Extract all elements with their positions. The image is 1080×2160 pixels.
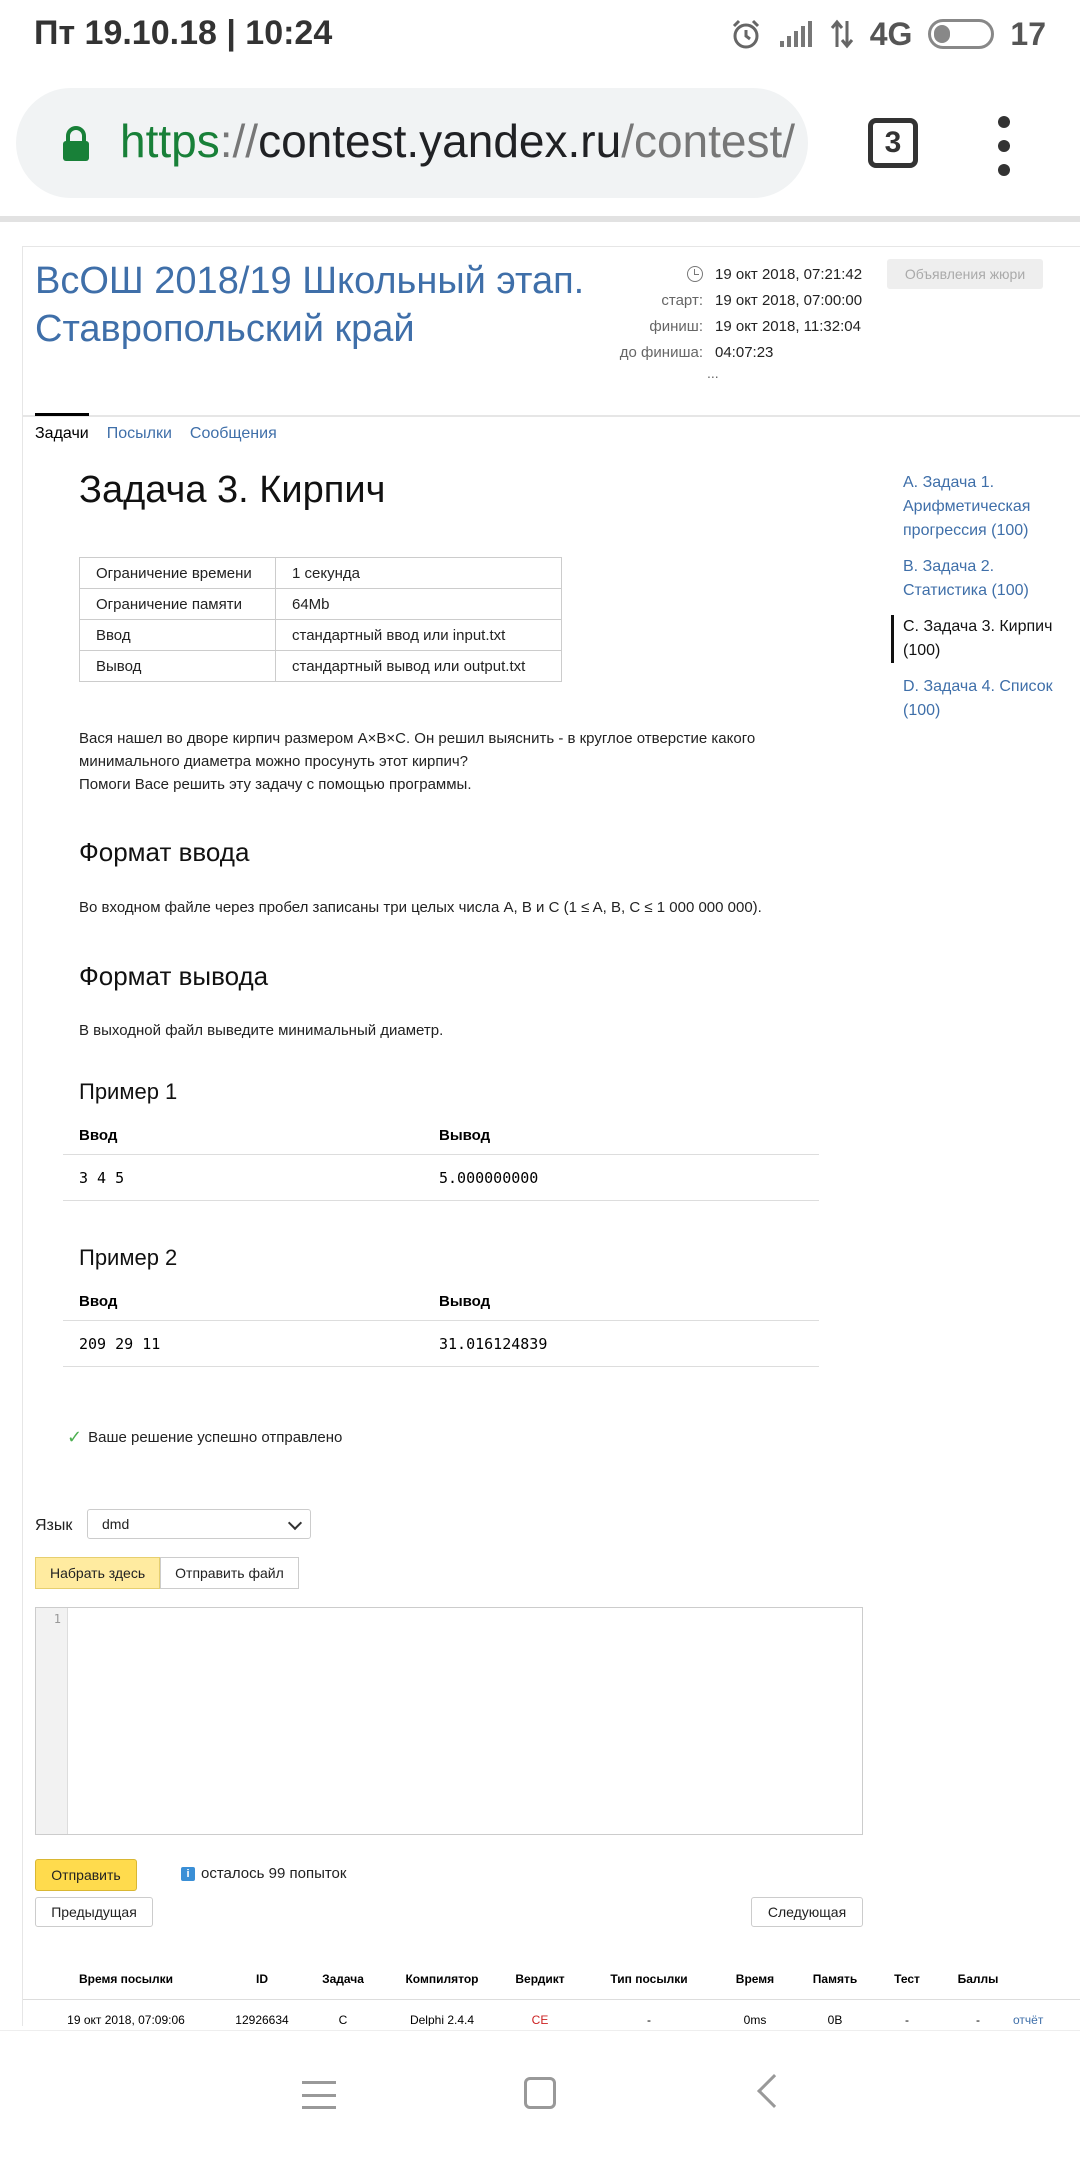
column-header: ID [256, 1972, 268, 1986]
contest-title[interactable]: ВсОШ 2018/19 Школьный этап. Ставропольский край [35, 260, 585, 350]
data-transfer-icon [830, 19, 854, 49]
sample-output-header: Вывод [439, 1293, 491, 1310]
tab-upload-file[interactable]: Отправить файл [160, 1557, 299, 1589]
column-header: Вердикт [515, 1972, 565, 1986]
column-header: Тест [894, 1972, 920, 1986]
table-row [80, 651, 562, 682]
submission-runtime: 0ms [743, 2012, 767, 2026]
table-row [80, 620, 562, 651]
report-link[interactable]: отчёт [1013, 2012, 1044, 2026]
column-header: Тип посылки [610, 1972, 688, 1986]
jury-announcements-button[interactable]: Объявления жюри [887, 259, 1043, 289]
status-datetime: Пт 19.10.18 | 10:24 [34, 14, 333, 52]
current-time: 19 окт 2018, 07:21:42 [715, 265, 863, 283]
limit-label: Вывод [80, 651, 276, 682]
alarm-icon [730, 18, 762, 50]
limit-value: 1 секунда [276, 558, 562, 589]
table-row [80, 558, 562, 589]
table-row [63, 1155, 819, 1201]
recent-apps-icon[interactable] [302, 2081, 336, 2109]
sample-output: 31.016124839 [439, 1334, 548, 1353]
sample-2-table [63, 1283, 819, 1367]
sidebar-item-problem-a[interactable]: A. Задача 1. Арифметическая прогрессия (100) [903, 474, 1031, 539]
contest-nav [35, 413, 277, 443]
timers-more[interactable]: ... [707, 365, 719, 381]
status-bar [0, 0, 1080, 72]
sample-output-header: Вывод [439, 1127, 491, 1144]
column-header: Память [812, 1972, 858, 1986]
home-icon[interactable] [524, 2077, 556, 2109]
sample-input-header: Ввод [79, 1127, 118, 1144]
sidebar-item-problem-d[interactable]: D. Задача 4. Список (100) [903, 678, 1053, 719]
submission-type: - [647, 2012, 651, 2026]
column-header: Баллы [957, 1972, 999, 1986]
problem-statement [79, 727, 839, 796]
submit-mode-tabs [35, 1557, 299, 1589]
sample-1-table [63, 1117, 819, 1201]
battery-icon [928, 19, 994, 49]
limit-label: Ввод [80, 620, 276, 651]
url-text: https://contest.yandex.ru/contest/ [120, 115, 796, 167]
language-label: Язык [35, 1517, 73, 1534]
lock-icon [60, 126, 92, 162]
limits-table [79, 557, 562, 682]
browser-toolbar [0, 72, 1080, 222]
battery-level: 17 [1010, 15, 1046, 52]
table-row [23, 1999, 1080, 2026]
table-header [23, 1959, 1080, 1999]
finish-time: 19 окт 2018, 11:32:04 [715, 317, 861, 335]
submit-button[interactable]: Отправить [35, 1859, 137, 1891]
remaining-time: 04:07:23 [715, 343, 774, 361]
signal-icon [778, 19, 814, 49]
tab-messages[interactable]: Сообщения [189, 425, 277, 442]
limit-value: стандартный ввод или input.txt [276, 620, 562, 651]
check-icon: ✓ [67, 1427, 83, 1447]
start-label: старт: [661, 291, 703, 309]
submission-compiler: Delphi 2.4.4 [409, 2012, 475, 2026]
tab-submissions[interactable]: Посылки [106, 425, 172, 442]
contest-timers [583, 261, 903, 381]
start-time: 19 окт 2018, 07:00:00 [715, 291, 863, 309]
remaining-label: до финиша: [619, 343, 703, 361]
limit-label: Ограничение времени [80, 558, 276, 589]
line-numbers: 1 [36, 1608, 68, 1834]
input-format-heading: Формат ввода [79, 837, 250, 867]
submission-test: - [905, 2012, 909, 2026]
submission-task: C [338, 2012, 348, 2026]
sample-input: 209 29 11 [79, 1334, 161, 1353]
page-content [22, 246, 1080, 2026]
submission-score: - [976, 2012, 980, 2026]
problem-title: Задача 3. Кирпич [79, 469, 386, 511]
problem-list-sidebar [891, 471, 1067, 735]
input-format-text: Во входном файле через пробел записаны три целых числа A, B и C (1 ≤ A, B, C ≤ 1 000 000 000). [79, 899, 762, 916]
system-navigation-bar [0, 2030, 1080, 2160]
info-icon: i [181, 1867, 195, 1881]
limit-value: стандартный вывод или output.txt [276, 651, 562, 682]
chevron-down-icon [288, 1516, 302, 1530]
tab-type-here[interactable]: Набрать здесь [35, 1557, 160, 1589]
table-row [80, 589, 562, 620]
code-editor[interactable] [35, 1607, 863, 1835]
submission-id: 12926634 [235, 2012, 289, 2026]
submission-time: 19 окт 2018, 07:09:06 [67, 2012, 185, 2026]
output-format-text: В выходной файл выведите минимальный диаметр. [79, 1022, 444, 1039]
finish-label: финиш: [649, 317, 703, 335]
sample-1-title: Пример 1 [79, 1079, 178, 1104]
output-format-heading: Формат вывода [79, 961, 269, 991]
table-row [63, 1321, 819, 1367]
submission-memory: 0B [827, 2012, 843, 2026]
statement-text: Помоги Васе решить эту задачу с помощью программы. [79, 776, 472, 793]
column-header: Задача [322, 1972, 364, 1986]
sample-2-title: Пример 2 [79, 1245, 178, 1270]
statement-text: Вася нашел во дворе кирпич размером A×B×C. Он решил выяснить - в круглое отверстие какого минимального диаметра можно просунуть этот кирпич? [79, 730, 756, 770]
limit-label: Ограничение памяти [80, 589, 276, 620]
network-type: 4G [869, 15, 913, 52]
submit-success-message [67, 1427, 342, 1448]
column-header: Компилятор [405, 1972, 479, 1986]
next-problem-button[interactable]: Следующая [751, 1897, 863, 1927]
language-value: dmd [102, 1516, 130, 1532]
sidebar-item-problem-b[interactable]: B. Задача 2. Статистика (100) [903, 558, 1029, 599]
sample-input-header: Ввод [79, 1293, 118, 1310]
address-bar[interactable] [16, 88, 808, 198]
browser-menu-button[interactable] [992, 116, 1016, 176]
clock-icon [687, 266, 703, 282]
column-header: Время [735, 1972, 775, 1986]
back-icon[interactable] [757, 2074, 791, 2108]
language-select[interactable] [87, 1509, 311, 1539]
previous-problem-button[interactable]: Предыдущая [35, 1897, 153, 1927]
sample-input: 3 4 5 [79, 1168, 125, 1187]
tab-problems[interactable]: Задачи [35, 413, 89, 443]
attempts-info [181, 1865, 346, 1882]
attempts-text: осталось 99 попыток [201, 1865, 347, 1882]
tab-switcher-button[interactable]: 3 [868, 118, 918, 168]
submission-verdict: CE [531, 2012, 549, 2026]
limit-value: 64Mb [276, 589, 562, 620]
submissions-table [23, 1959, 1080, 2026]
status-indicators [730, 12, 1046, 56]
column-header: Время посылки [78, 1972, 174, 1986]
sidebar-item-problem-c[interactable]: C. Задача 3. Кирпич (100) [891, 615, 1067, 663]
success-text: Ваше решение успешно отправлено [88, 1429, 343, 1446]
sample-output: 5.000000000 [439, 1168, 539, 1187]
